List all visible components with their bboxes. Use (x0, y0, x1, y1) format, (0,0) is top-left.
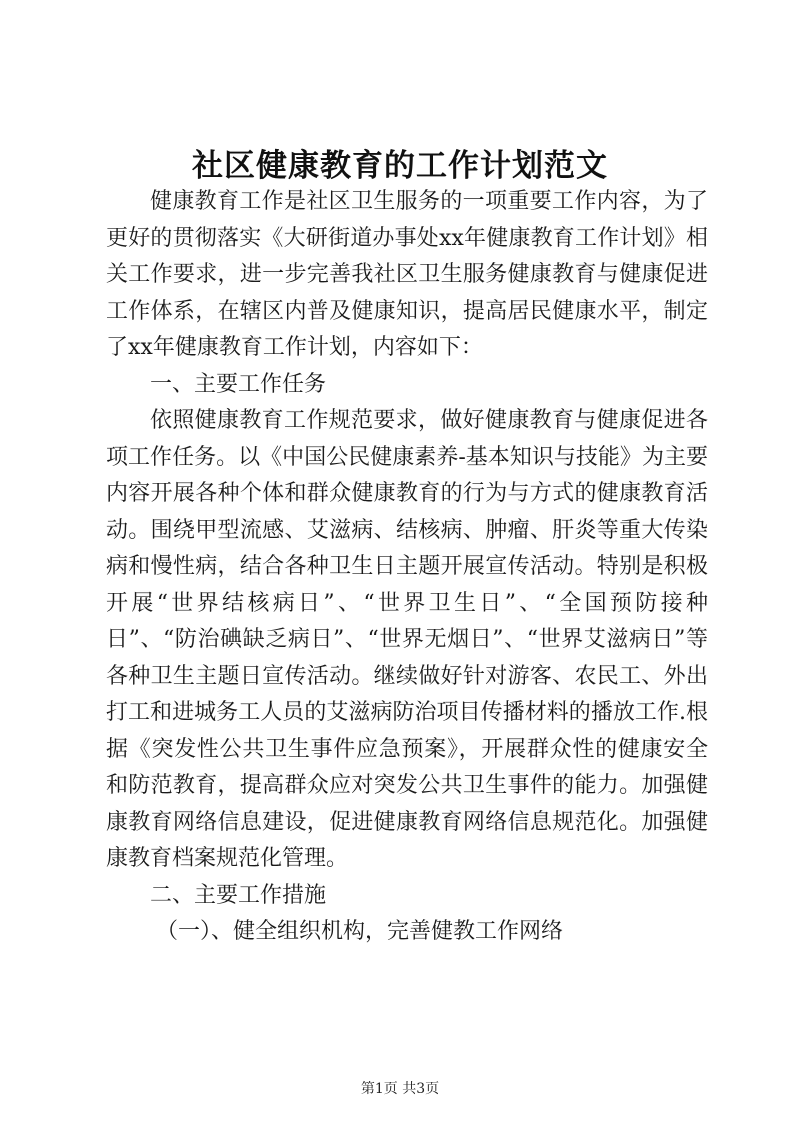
section-2-subheading-1: （一）、健全组织机构，完善健教工作网络 (156, 919, 564, 944)
section-1-paragraph: 依照健康教育工作规范要求，做好健康教育与健康促进各项工作任务。以《中国公民健康素养-基本知识与技能》为主要内容开展各种个体和群众健康教育的行为与方式的健康教育活动。围绕甲型流感、艾滋病、结核病、肿瘤、肝炎等重大传染病和慢性病，结合各种卫生日主题开展宣传活动。特别是积极开展“世界结核病日”、“世界卫生日”、“全国预防接种日”、“防治碘缺乏病日”、“世界无烟日”、“世界艾滋病日”等各种卫生主题日宣传活动。继续做好针对游客、农民工、外出打工和进城务工人员的艾滋病防治项目传播材料的播放工作.根据《突发性公共卫生事件应急预案》，开展群众性的健康安全和防范教育，提高群众应对突发公共卫生事件的能力。加强健康教育网络信息建设，促进健康教育网络信息规范化。加强健康教育档案规范化管理。 (106, 408, 708, 871)
section-1-heading: 一、主要工作任务 (150, 371, 327, 397)
document-title: 社区健康教育的工作计划范文 (192, 148, 608, 184)
page-footer: 第1页 共3页 (360, 1081, 440, 1097)
intro-paragraph: 健康教育工作是社区卫生服务的一项重要工作内容，为了更好的贯彻落实《大研街道办事处xx年健康教育工作计划》相关工作要求，进一步完善我社区卫生服务健康教育与健康促进工作体系，在辖区内普及健康知识，提高居民健康水平，制定了xx年健康教育工作计划，内容如下： (106, 189, 708, 360)
section-2-heading: 二、主要工作措施 (150, 882, 327, 908)
document-body (106, 184, 708, 951)
